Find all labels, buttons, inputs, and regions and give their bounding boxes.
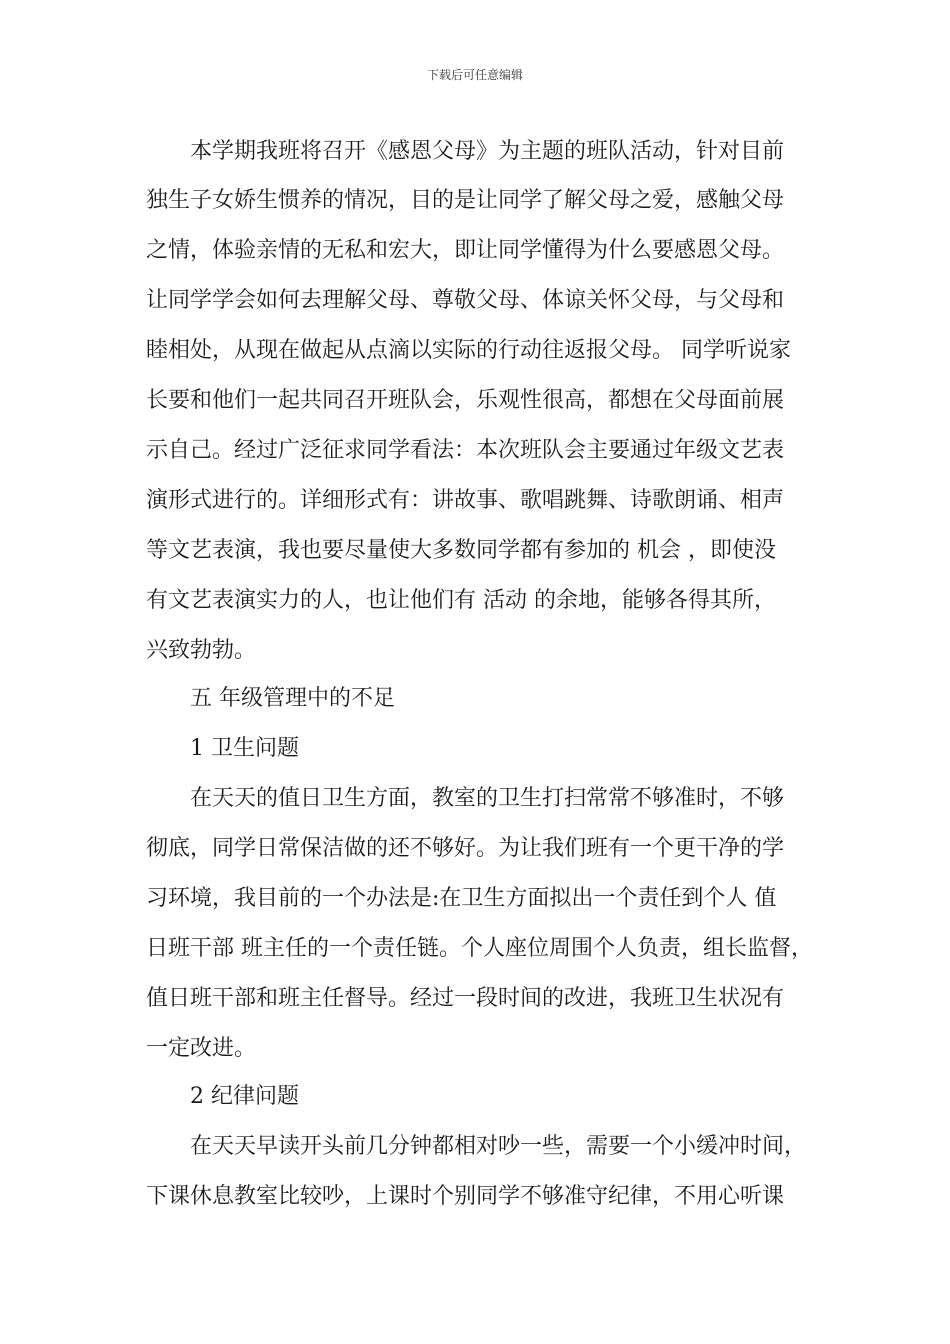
paragraph-line: 让同学学会如何去理解父母、尊敬父母、体谅关怀父母，与父母和 [146, 288, 785, 313]
paragraph-line: 兴致勃勃。 [146, 638, 257, 663]
paragraph-line: 本学期我班将召开《感恩父母》为主题的班队活动，针对目前 [190, 139, 785, 164]
section-heading: 五 年级管理中的不足 [190, 686, 395, 711]
paragraph-line: 值日班干部和班主任督导。经过一段时间的改进，我班卫生状况有 [146, 986, 785, 1011]
page-header: 下载后可任意编辑 [426, 68, 523, 82]
paragraph-line: 示自己。经过广泛征求同学看法：本次班队会主要通过年级文艺表 [146, 438, 785, 463]
paragraph-line: 在天天早读开头前几分钟都相对吵一些，需要一个小缓冲时间， [190, 1134, 807, 1159]
paragraph-line: 长要和他们一起共同召开班队会，乐观性很高，都想在父母面前展 [146, 388, 785, 413]
paragraph-line: 日班干部 班主任的一个责任链。个人座位周围个人负责，组长监督， [146, 936, 813, 961]
paragraph-line: 下课休息教室比较吵，上课时个别同学不够准守纪律，不用心听课 [146, 1184, 785, 1209]
paragraph-line: 在天天的值日卫生方面，教室的卫生打扫常常不够准时，不够 [190, 786, 785, 811]
subsection-heading: 1 卫生问题 [190, 736, 299, 761]
paragraph-line: 有文艺表演实力的人，也让他们有 活动 的余地，能够各得其所， [146, 588, 776, 613]
paragraph-line: 等文艺表演，我也要尽量使大多数同学都有参加的 机会 ，即使没 [146, 538, 776, 563]
paragraph-line: 一定改进。 [146, 1036, 257, 1061]
subsection-heading: 2 纪律问题 [190, 1084, 299, 1109]
paragraph-line: 独生子女娇生惯养的情况，目的是让同学了解父母之爱，感触父母 [146, 188, 785, 213]
paragraph-line: 睦相处，从现在做起从点滴以实际的行动往返报父母。 同学听说家 [146, 338, 791, 363]
paragraph-line: 演形式进行的。详细形式有：讲故事、歌唱跳舞、诗歌朗诵、相声 [146, 488, 785, 513]
paragraph-line: 之情，体验亲情的无私和宏大，即让同学懂得为什么要感恩父母。 [146, 238, 785, 263]
paragraph-line: 习环境，我目前的一个办法是:在卫生方面拟出一个责任到个人 值 [146, 886, 777, 911]
paragraph-line: 彻底，同学日常保洁做的还不够好。为让我们班有一个更干净的学 [146, 836, 785, 861]
